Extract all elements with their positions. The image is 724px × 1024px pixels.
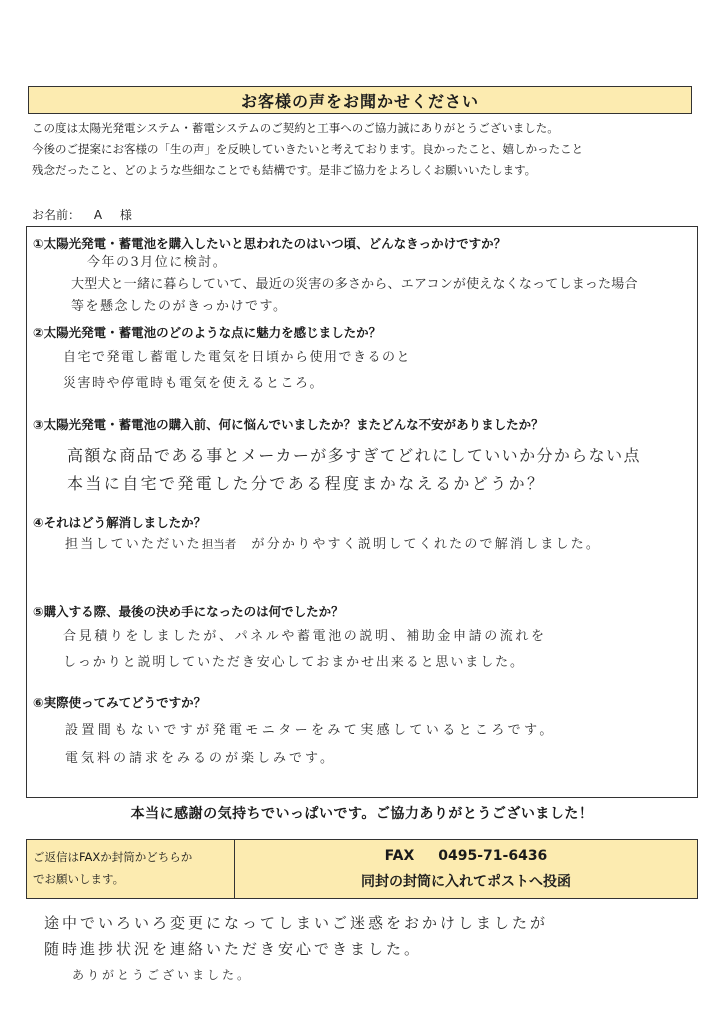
- answer-2-line-1: 自宅で発電し蓄電した電気を日頃から使用できるのと: [63, 350, 412, 365]
- thanks-message: 本当に感謝の気持ちでいっぱいです。ご協力ありがとうございました！: [130, 806, 594, 822]
- answer-1-line-3: 等を懸念したのがきっかけです。: [71, 299, 288, 314]
- answer-6-line-1: 設置間もないですが発電モニターをみて実感しているところです。: [65, 723, 556, 738]
- fax-number: 0495-71-6436: [438, 848, 548, 864]
- answer-4-before: 担当していただいた: [65, 537, 202, 552]
- survey-title-bar: [28, 86, 692, 114]
- handwritten-bottom-note: [44, 910, 548, 988]
- name-honorific: 様: [119, 208, 132, 222]
- answer-5-line-1: 合見積りをしましたが、パネルや蓄電池の説明、補助金申請の流れを: [63, 629, 547, 644]
- question-5: ⑤購入する際、最後の決め手になったのは何でしたか？: [33, 604, 344, 619]
- question-4: ④それはどう解消しましたか？: [33, 515, 207, 530]
- answer-1-line-2: 大型犬と一緒に暮らしていて、最近の災害の多さから、エアコンが使えなくなってしまった場合: [71, 277, 638, 292]
- answer-1-line-1: 今年の3月位に検討。: [87, 255, 228, 270]
- reply-method-note: [27, 840, 235, 898]
- bottom-note-line-3: ありがとうございました。: [72, 968, 253, 982]
- fax-row: [373, 843, 560, 869]
- question-2: ②太陽光発電・蓄電池のどのような点に魅力を感じましたか？: [33, 325, 382, 340]
- bottom-note-line-2: 随時進捗状況を連絡いただき安心できました。: [44, 940, 423, 958]
- intro-line: この度は太陽光発電システム・蓄電システムのご契約と工事へのご協力誠にありがとうございました。: [32, 121, 559, 135]
- reply-method-line: ご返信はFAXか封筒かどちらか: [33, 850, 193, 864]
- answer-4-staff: 担当者: [201, 537, 237, 551]
- fax-envelope-info: [235, 840, 697, 898]
- answer-3-line-1: 高額な商品である事とメーカーが多すぎてどれにしていいか分からない点: [67, 446, 641, 465]
- answer-3-line-2: 本当に自宅で発電した分である程度まかなえるかどうか？: [67, 474, 546, 493]
- intro-line: 今後のご提案にお客様の「生の声」を反映していきたいと考えております。良かったこと、嬉しかったこと: [32, 142, 584, 156]
- name-label: お名前：: [32, 208, 81, 222]
- question-6: ⑥実際使ってみてどうですか？: [33, 695, 207, 710]
- envelope-instruction: 同封の封筒に入れてポストへ投函: [361, 874, 571, 890]
- bottom-note-line-1: 途中でいろいろ変更になってしまいご迷惑をおかけしましたが: [44, 914, 549, 932]
- survey-title: お客様の声をお聞かせください: [240, 91, 479, 111]
- question-1: ①太陽光発電・蓄電池を購入したいと思われたのはいつ頃、どんなきっかけですか？: [33, 236, 507, 251]
- answer-5-line-2: しっかりと説明していただき安心しておまかせ出来ると思いました。: [63, 655, 525, 670]
- intro-text: [32, 118, 692, 181]
- reply-method-line: でお願いします。: [33, 872, 125, 886]
- name-value: A: [93, 208, 103, 222]
- question-3: ③太陽光発電・蓄電池の購入前、何に悩んでいましたか？またどんな不安がありましたか？: [33, 417, 544, 432]
- answer-4-after: が分かりやすく説明してくれたので解消しました。: [251, 537, 602, 552]
- fax-label: FAX: [384, 848, 415, 864]
- answer-6-line-2: 電気料の請求をみるのが楽しみです。: [65, 751, 336, 766]
- intro-line: 残念だったこと、どのような些細なことでも結構です。是非ご協力をよろしくお願いいたします。: [32, 163, 537, 177]
- reply-instructions: [26, 839, 698, 899]
- customer-name-row: [32, 206, 132, 223]
- questions-box: [26, 226, 698, 798]
- answer-2-line-2: 災害時や停電時も電気を使えるところ。: [63, 376, 325, 391]
- answer-4: [65, 533, 601, 552]
